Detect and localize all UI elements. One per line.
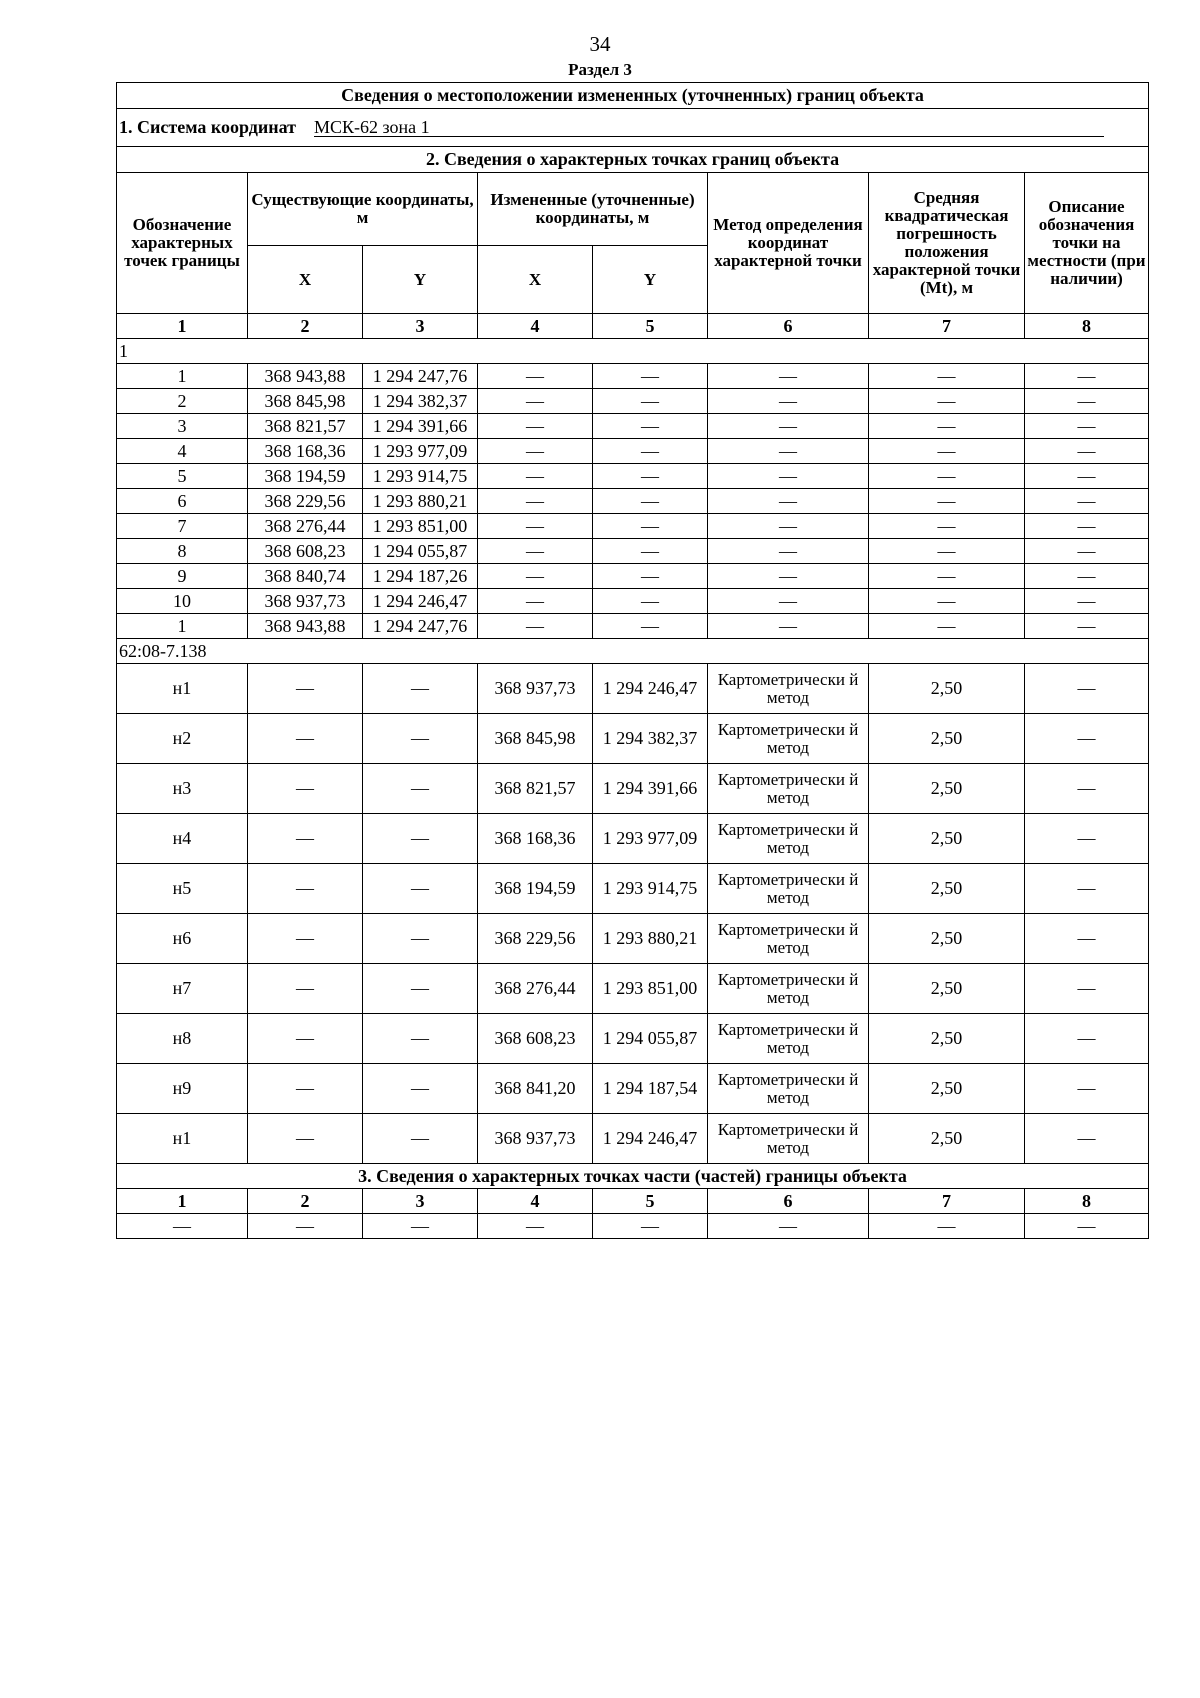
table-cell: 3 xyxy=(117,414,248,439)
table-cell: — xyxy=(708,489,869,514)
table-cell: 4 xyxy=(117,439,248,464)
table-cell: Картометрически й метод xyxy=(708,764,869,814)
table-row xyxy=(117,439,1149,464)
table-cell: 2,50 xyxy=(869,664,1025,714)
table-cell: 1 294 055,87 xyxy=(363,539,478,564)
table-cell: 2,50 xyxy=(869,1064,1025,1114)
header-changed-x: X xyxy=(478,246,593,314)
table-row xyxy=(117,1214,1149,1239)
table-cell: 368 821,57 xyxy=(248,414,363,439)
table-cell: — xyxy=(869,514,1025,539)
table-cell: 2,50 xyxy=(869,864,1025,914)
table-cell: 2,50 xyxy=(869,914,1025,964)
table-cell: 368 276,44 xyxy=(478,964,593,1014)
table-cell: 2,50 xyxy=(869,964,1025,1014)
table-cell: Картометрически й метод xyxy=(708,1064,869,1114)
table-cell: — xyxy=(478,464,593,489)
table-cell: н5 xyxy=(117,864,248,914)
column-number: 4 xyxy=(478,1189,593,1214)
header-description: Описание обозначения точки на местности (при наличии) xyxy=(1025,173,1149,314)
table-cell: — xyxy=(1025,1114,1149,1164)
table-cell: н1 xyxy=(117,664,248,714)
header-changed-y: Y xyxy=(593,246,708,314)
table-cell: — xyxy=(869,489,1025,514)
table-cell: — xyxy=(1025,764,1149,814)
table-row xyxy=(117,589,1149,614)
table-cell: — xyxy=(1025,914,1149,964)
table-cell: 1 xyxy=(117,614,248,639)
table-cell: 1 293 851,00 xyxy=(593,964,708,1014)
table-cell: — xyxy=(363,914,478,964)
table-cell: — xyxy=(869,564,1025,589)
table-cell: — xyxy=(593,589,708,614)
table-cell: 1 293 977,09 xyxy=(363,439,478,464)
table-row xyxy=(117,364,1149,389)
column-number: 2 xyxy=(248,314,363,339)
table-cell: — xyxy=(248,914,363,964)
table-cell: — xyxy=(363,1214,478,1239)
table-cell: — xyxy=(869,539,1025,564)
table-cell: 368 168,36 xyxy=(478,814,593,864)
table-cell: — xyxy=(363,864,478,914)
table-cell: 2,50 xyxy=(869,1114,1025,1164)
table-cell: 368 943,88 xyxy=(248,614,363,639)
table-cell: 368 276,44 xyxy=(248,514,363,539)
table-cell: — xyxy=(869,439,1025,464)
table-cell: — xyxy=(708,514,869,539)
table-row xyxy=(117,614,1149,639)
table-cell: — xyxy=(248,764,363,814)
table-cell: 368 821,57 xyxy=(478,764,593,814)
table-row xyxy=(117,1114,1149,1164)
table-cell: 10 xyxy=(117,589,248,614)
table-cell: 1 294 246,47 xyxy=(363,589,478,614)
table-cell: — xyxy=(363,964,478,1014)
table-row xyxy=(117,414,1149,439)
table-row xyxy=(117,914,1149,964)
main-title: Сведения о местоположении измененных (уточненных) границ объекта xyxy=(117,83,1149,109)
table-cell: — xyxy=(1025,864,1149,914)
table-cell: — xyxy=(708,364,869,389)
table-cell: — xyxy=(248,1214,363,1239)
table-cell: 1 xyxy=(117,364,248,389)
table-cell: — xyxy=(1025,389,1149,414)
table-cell: — xyxy=(1025,514,1149,539)
table-cell: — xyxy=(248,1064,363,1114)
table-row xyxy=(117,964,1149,1014)
table-cell: — xyxy=(708,464,869,489)
table-row xyxy=(117,714,1149,764)
table-row xyxy=(117,564,1149,589)
table-cell: — xyxy=(869,414,1025,439)
table-row xyxy=(117,664,1149,714)
column-number: 6 xyxy=(708,314,869,339)
header-existing: Существующие координаты, м xyxy=(248,173,478,246)
table-row xyxy=(117,1014,1149,1064)
table-cell: — xyxy=(1025,589,1149,614)
column-number: 3 xyxy=(363,314,478,339)
table-cell: н4 xyxy=(117,814,248,864)
column-number: 1 xyxy=(117,314,248,339)
table-cell: н1 xyxy=(117,1114,248,1164)
table-row xyxy=(117,814,1149,864)
table-cell: 5 xyxy=(117,464,248,489)
table-cell: — xyxy=(1025,714,1149,764)
table-cell: 368 845,98 xyxy=(478,714,593,764)
section-title: Раздел 3 xyxy=(568,60,632,79)
table-cell: 1 293 914,75 xyxy=(363,464,478,489)
table-row xyxy=(117,764,1149,814)
group1-label-row xyxy=(117,339,1149,364)
table-cell: 368 937,73 xyxy=(248,589,363,614)
table-cell: — xyxy=(363,764,478,814)
table-cell: 1 293 880,21 xyxy=(593,914,708,964)
table-cell: — xyxy=(593,364,708,389)
table-cell: — xyxy=(1025,414,1149,439)
table-cell: — xyxy=(478,364,593,389)
table-cell: 1 294 391,66 xyxy=(363,414,478,439)
table-cell: 1 294 187,26 xyxy=(363,564,478,589)
group2-label: 62:08-7.138 xyxy=(117,639,1149,664)
table-cell: Картометрически й метод xyxy=(708,814,869,864)
table-cell: — xyxy=(593,564,708,589)
table-cell: н9 xyxy=(117,1064,248,1114)
table-cell: — xyxy=(1025,564,1149,589)
subsection2-title: 2. Сведения о характерных точках границ объекта xyxy=(117,147,1149,173)
table-cell: 2,50 xyxy=(869,764,1025,814)
table-row xyxy=(117,539,1149,564)
table-cell: — xyxy=(1025,364,1149,389)
column-number: 7 xyxy=(869,314,1025,339)
main-title-row xyxy=(117,83,1149,109)
header-error: Средняя квадратическая погрешность положения характерной точки (Mt), м xyxy=(869,173,1025,314)
table-cell: 368 608,23 xyxy=(248,539,363,564)
table-cell: — xyxy=(363,1014,478,1064)
subsection3-title: 3. Сведения о характерных точках части (частей) границы объекта xyxy=(117,1164,1149,1189)
table-cell: 368 194,59 xyxy=(478,864,593,914)
table-cell: — xyxy=(593,614,708,639)
subsection3-column-numbers-row xyxy=(117,1189,1149,1214)
header-existing-y: Y xyxy=(363,246,478,314)
table-cell: — xyxy=(478,614,593,639)
header-row-1 xyxy=(117,173,1149,246)
table-cell: 6 xyxy=(117,489,248,514)
table-cell: 368 608,23 xyxy=(478,1014,593,1064)
table-row xyxy=(117,464,1149,489)
table-cell: Картометрически й метод xyxy=(708,1114,869,1164)
table-cell: — xyxy=(708,564,869,589)
table-cell: 368 168,36 xyxy=(248,439,363,464)
table-cell: — xyxy=(478,414,593,439)
table-cell: — xyxy=(1025,439,1149,464)
table-cell: — xyxy=(478,589,593,614)
table-cell: 368 937,73 xyxy=(478,664,593,714)
table-cell: н7 xyxy=(117,964,248,1014)
table-row xyxy=(117,1064,1149,1114)
table-cell: — xyxy=(708,414,869,439)
table-cell: — xyxy=(1025,464,1149,489)
header-existing-x: X xyxy=(248,246,363,314)
table-cell: — xyxy=(248,714,363,764)
table-row xyxy=(117,489,1149,514)
table-cell: Картометрически й метод xyxy=(708,664,869,714)
column-number: 4 xyxy=(478,314,593,339)
coordinate-system-row xyxy=(117,109,1149,147)
table-cell: 368 229,56 xyxy=(478,914,593,964)
column-number: 2 xyxy=(248,1189,363,1214)
table-cell: — xyxy=(593,414,708,439)
table-cell: 7 xyxy=(117,514,248,539)
column-number: 5 xyxy=(593,1189,708,1214)
table-cell: — xyxy=(363,1114,478,1164)
table-cell: — xyxy=(363,714,478,764)
table-cell: 1 294 247,76 xyxy=(363,614,478,639)
table-cell: — xyxy=(248,664,363,714)
column-number: 5 xyxy=(593,314,708,339)
table-cell: — xyxy=(363,814,478,864)
table-cell: — xyxy=(593,514,708,539)
table-cell: — xyxy=(708,589,869,614)
header-method: Метод определения координат характерной точки xyxy=(708,173,869,314)
table-cell: 1 293 914,75 xyxy=(593,864,708,914)
table-cell: — xyxy=(593,1214,708,1239)
table-cell: — xyxy=(478,514,593,539)
table-cell: — xyxy=(869,1214,1025,1239)
table-cell: — xyxy=(869,364,1025,389)
table-cell: — xyxy=(248,964,363,1014)
column-number: 7 xyxy=(869,1189,1025,1214)
table-cell: — xyxy=(1025,489,1149,514)
subsection2-row xyxy=(117,147,1149,173)
table-cell: 1 294 055,87 xyxy=(593,1014,708,1064)
table-cell: 1 293 851,00 xyxy=(363,514,478,539)
table-cell: — xyxy=(478,489,593,514)
coordinate-system-value: МСК-62 зона 1 xyxy=(314,118,1104,137)
table-cell: — xyxy=(708,389,869,414)
table-cell: Картометрически й метод xyxy=(708,914,869,964)
table-cell: 1 294 187,54 xyxy=(593,1064,708,1114)
table-cell: 1 294 391,66 xyxy=(593,764,708,814)
group1-label: 1 xyxy=(117,339,1149,364)
table-cell: 1 294 382,37 xyxy=(593,714,708,764)
coordinate-system-label: 1. Система координат xyxy=(119,117,296,137)
table-cell: 8 xyxy=(117,539,248,564)
table-cell: 9 xyxy=(117,564,248,589)
header-changed: Измененные (уточненные) координаты, м xyxy=(478,173,708,246)
table-cell: 2,50 xyxy=(869,1014,1025,1064)
table-cell: н2 xyxy=(117,714,248,764)
column-number: 8 xyxy=(1025,314,1149,339)
column-number: 3 xyxy=(363,1189,478,1214)
column-number: 8 xyxy=(1025,1189,1149,1214)
table-cell: 368 845,98 xyxy=(248,389,363,414)
table-cell: н3 xyxy=(117,764,248,814)
table-cell: — xyxy=(869,614,1025,639)
table-cell: — xyxy=(1025,1214,1149,1239)
table-cell: — xyxy=(248,864,363,914)
table-cell: — xyxy=(363,664,478,714)
table-cell: — xyxy=(478,1214,593,1239)
table-cell: Картометрически й метод xyxy=(708,964,869,1014)
table-cell: — xyxy=(708,539,869,564)
table-cell: — xyxy=(478,439,593,464)
subsection3-row xyxy=(117,1164,1149,1189)
table-cell: — xyxy=(478,389,593,414)
table-cell: 1 294 382,37 xyxy=(363,389,478,414)
table-cell: 1 294 246,47 xyxy=(593,664,708,714)
table-cell: Картометрически й метод xyxy=(708,1014,869,1064)
table-cell: — xyxy=(1025,814,1149,864)
table-cell: — xyxy=(593,489,708,514)
table-cell: — xyxy=(1025,964,1149,1014)
table-cell: 2,50 xyxy=(869,814,1025,864)
table-row xyxy=(117,864,1149,914)
table-cell: — xyxy=(593,439,708,464)
page-number: 34 xyxy=(589,32,611,56)
table-cell: 368 841,20 xyxy=(478,1064,593,1114)
table-cell: 368 229,56 xyxy=(248,489,363,514)
table-cell: 368 840,74 xyxy=(248,564,363,589)
table-cell: Картометрически й метод xyxy=(708,864,869,914)
table-cell: — xyxy=(593,464,708,489)
table-cell: — xyxy=(708,439,869,464)
table-cell: — xyxy=(1025,614,1149,639)
table-cell: — xyxy=(1025,539,1149,564)
table-cell: — xyxy=(478,564,593,589)
table-cell: н8 xyxy=(117,1014,248,1064)
table-cell: — xyxy=(248,1114,363,1164)
column-number: 1 xyxy=(117,1189,248,1214)
table-cell: — xyxy=(1025,1014,1149,1064)
table-cell: — xyxy=(117,1214,248,1239)
table-cell: 1 294 246,47 xyxy=(593,1114,708,1164)
table-cell: — xyxy=(708,614,869,639)
table-cell: — xyxy=(869,589,1025,614)
table-cell: н6 xyxy=(117,914,248,964)
table-cell: 1 293 880,21 xyxy=(363,489,478,514)
table-cell: Картометрически й метод xyxy=(708,714,869,764)
table-cell: 368 194,59 xyxy=(248,464,363,489)
table-cell: — xyxy=(478,539,593,564)
table-row xyxy=(117,389,1149,414)
boundary-table xyxy=(116,82,1149,1239)
group2-label-row xyxy=(117,639,1149,664)
column-number: 6 xyxy=(708,1189,869,1214)
table-cell: — xyxy=(248,814,363,864)
table-cell: — xyxy=(1025,664,1149,714)
table-cell: — xyxy=(593,539,708,564)
table-cell: — xyxy=(869,464,1025,489)
column-numbers-row xyxy=(117,314,1149,339)
table-cell: 2,50 xyxy=(869,714,1025,764)
table-cell: 2 xyxy=(117,389,248,414)
table-cell: — xyxy=(363,1064,478,1114)
table-cell: 1 294 247,76 xyxy=(363,364,478,389)
table-cell: 368 943,88 xyxy=(248,364,363,389)
table-cell: — xyxy=(593,389,708,414)
table-cell: — xyxy=(869,389,1025,414)
table-cell: — xyxy=(708,1214,869,1239)
table-row xyxy=(117,514,1149,539)
table-cell: 1 293 977,09 xyxy=(593,814,708,864)
table-cell: — xyxy=(248,1014,363,1064)
table-cell: — xyxy=(1025,1064,1149,1114)
table-cell: 368 937,73 xyxy=(478,1114,593,1164)
header-designation: Обозначение характерных точек границы xyxy=(117,173,248,314)
